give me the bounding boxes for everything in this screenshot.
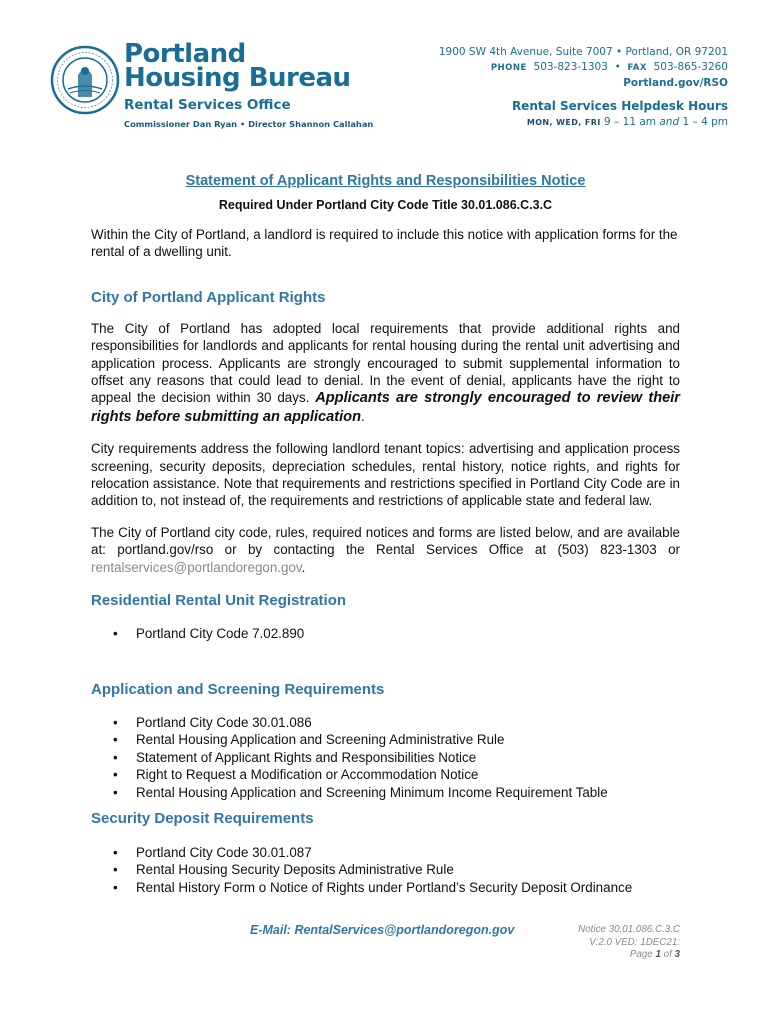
section-heading-application: Application and Screening Requirements — [91, 680, 385, 698]
section-heading-deposit: Security Deposit Requirements — [91, 809, 314, 827]
rental-services-email-link[interactable]: rentalservices@portlandoregon.gov — [91, 559, 302, 575]
application-list — [91, 714, 680, 802]
phone-fax-line: PHONE 503-823-1303 • FAX 503-865-3260 — [490, 61, 728, 73]
code-end: . — [301, 559, 306, 575]
hours-days: MON, WED, FRI — [526, 118, 601, 127]
page-current: 1 — [655, 949, 661, 960]
address-line: 1900 SW 4th Avenue, Suite 7007 • Portland, OR 97201 — [438, 46, 728, 58]
document-title: Statement of Applicant Rights and Responsibilities Notice — [185, 173, 586, 189]
hours-line — [527, 116, 728, 128]
deposit-list — [91, 844, 680, 897]
intro-paragraph: Within the City of Portland, a landlord is required to include this notice with application forms for the rental of a dwelling unit. — [91, 227, 678, 260]
office-name: Rental Services Office — [124, 97, 291, 113]
footer-notice — [578, 924, 680, 962]
rights-paragraph — [91, 320, 680, 426]
registration-list — [91, 625, 680, 643]
list-item: • Rental History Form o Notice of Rights under Portland’s Security Deposit Ordinance — [91, 879, 680, 897]
document-body — [91, 173, 680, 896]
phone-number: 503-823-1303 — [533, 61, 608, 73]
rights-text: The City of Portland has adopted local requirements that provide additional rights and responsibilities for landlords and applicants for rental housing during the rental unit advertising and application process. Applicants are strongly encouraged to submit supplemental information to offset any reasons that could lead to denial. In the event of denial, applicants have the right to appeal the decision within 30 days. — [91, 320, 680, 406]
code-paragraph — [91, 524, 680, 576]
footer-email-link[interactable]: E-Mail: RentalServices@portlandoregon.gov — [250, 923, 515, 937]
fax-number: 503-865-3260 — [653, 61, 728, 73]
brand-title — [124, 39, 351, 93]
page-of: of — [663, 949, 672, 960]
hours-title: Rental Services Helpdesk Hours — [511, 99, 728, 113]
section-heading-registration: Residential Rental Unit Registration — [91, 592, 347, 610]
contact-block — [439, 45, 728, 91]
topics-paragraph: City requirements address the following landlord tenant topics: advertising and application process screening, security deposits, depreciation schedules, rental history, notice rights, and rights for relocation assistance. Note that requirements and restrictions specified in Portland City Code are in addition to, not instead of, the requirements and restrictions of applicable state and federal law. — [91, 441, 680, 509]
list-item: • Rental Housing Application and Screening Administrative Rule — [91, 731, 680, 749]
officials-line: Commissioner Dan Ryan • Director Shannon Callahan — [124, 119, 374, 129]
fax-label: FAX — [627, 63, 647, 73]
hours-afternoon: 1 – 4 pm — [682, 116, 728, 128]
page-total: 3 — [674, 949, 680, 960]
list-item: • Portland City Code 7.02.890 — [91, 625, 680, 643]
brand-line-2: Housing Bureau — [124, 63, 351, 93]
rights-end: . — [361, 408, 365, 424]
hours-morning: 9 – 11 am — [604, 116, 657, 128]
list-item: • Portland City Code 30.01.087 — [91, 844, 680, 862]
page-number — [578, 949, 680, 962]
list-item: • Portland City Code 30.01.086 — [91, 714, 680, 732]
page-prefix: Page — [629, 949, 653, 960]
brand-line-1: Portland — [124, 39, 246, 69]
hours-and: and — [659, 116, 680, 128]
document-subtitle: Required Under Portland City Code Title 30.01.086.C.3.C — [218, 198, 553, 212]
list-item: • Statement of Applicant Rights and Responsibilities Notice — [91, 749, 680, 767]
website-link[interactable]: Portland.gov/RSO — [623, 77, 728, 89]
notice-id: Notice 30.01.086.C.3.C — [578, 924, 680, 935]
list-item: • Rental Housing Application and Screening Minimum Income Requirement Table — [91, 784, 680, 802]
city-seal-icon — [50, 45, 120, 115]
rights-emphasis: Applicants are strongly encouraged to review their rights before submitting an application — [91, 390, 680, 425]
list-item: • Right to Request a Modification or Accommodation Notice — [91, 766, 680, 784]
phone-label: PHONE — [490, 63, 527, 73]
list-item: • Rental Housing Security Deposits Administrative Rule — [91, 861, 680, 879]
code-text: The City of Portland city code, rules, required notices and forms are listed below, and are available at: portland.gov/rso or by contacting the Rental Services Office at (503) 823-1303 or — [91, 524, 680, 558]
notice-version: V:2.0 VED: 1DEC21: — [589, 936, 680, 948]
rights-heading: City of Portland Applicant Rights — [91, 288, 326, 306]
